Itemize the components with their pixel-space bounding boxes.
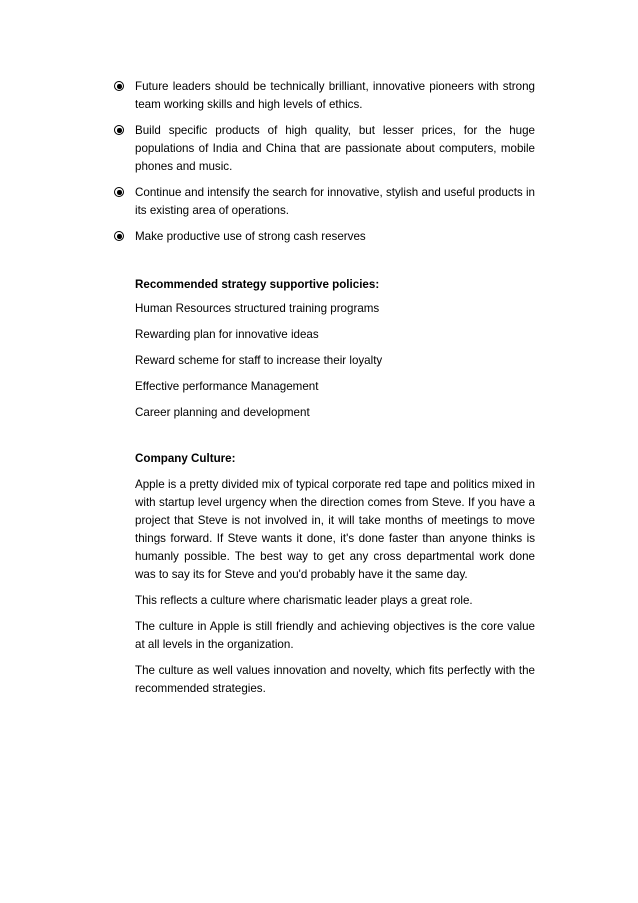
bullet-item [113,228,535,246]
culture-paragraph: The culture as well values innovation and novelty, which fits perfectly with the recommended strategies. [135,664,535,695]
policy-item: Reward scheme for staff to increase their loyalty [135,354,383,367]
policies-heading: Recommended strategy supportive policies: [135,278,380,291]
circled-bullet-icon [113,184,135,202]
policy-item: Effective performance Management [135,380,319,393]
bullet-text: Future leaders should be technically brilliant, innovative pioneers with strong team working skills and high levels of ethics. [135,80,535,111]
strategy-bullet-list [113,78,535,246]
culture-paragraph: The culture in Apple is still friendly and achieving objectives is the core value at all levels in the organization. [135,620,535,651]
culture-paragraph: This reflects a culture where charismatic leader plays a great role. [135,594,473,607]
bullet-item [113,78,535,114]
culture-heading: Company Culture: [135,452,236,465]
policy-item: Rewarding plan for innovative ideas [135,328,319,341]
bullet-item [113,184,535,220]
bullet-text: Build specific products of high quality, but lesser prices, for the huge populations of India and China that are passionate about computers, mobile phones and music. [135,124,535,173]
circled-bullet-icon [113,228,135,246]
bullet-item [113,122,535,176]
circled-bullet-icon [113,78,135,96]
policy-item: Human Resources structured training programs [135,302,380,315]
culture-section [113,450,535,698]
bullet-text: Continue and intensify the search for innovative, stylish and useful products in its existing area of operations. [135,186,535,217]
bullet-text: Make productive use of strong cash reserves [135,230,366,243]
policies-section [113,276,535,422]
circled-bullet-icon [113,122,135,140]
culture-paragraph: Apple is a pretty divided mix of typical corporate red tape and politics mixed in with startup level urgency when the direction comes from Steve. If you have a project that Steve is not involved in, it will take months of meetings to move things forward. If Steve wants it done, it's done faster than anyone thinks is humanly possible. The best way to get any cross departmental work done was to say its for Steve and you'd probably have it the same day. [135,478,535,581]
policy-item: Career planning and development [135,406,310,419]
